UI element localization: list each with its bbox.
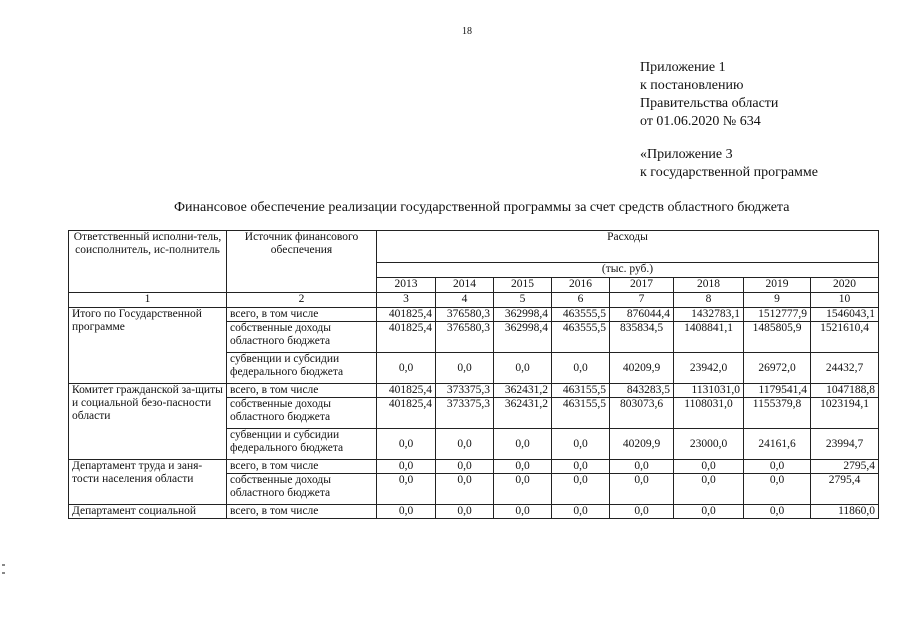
document-title: Финансовое обеспечение реализации государственной программы за счет средств областного бюджета [174,200,790,215]
header-year: 2013 [377,278,436,293]
table-cell: 0,0 [494,429,552,460]
table-cell: 11860,0 [811,505,879,519]
table-cell: 0,0 [610,460,674,474]
table-cell: 0,0 [744,505,811,519]
table-cell: 463555,5 [552,308,610,322]
appendix-line: к постановлению [640,78,744,93]
funding-source: собственные доходы областного бюджета [227,322,377,353]
table-cell: 0,0 [377,505,436,519]
table-cell: 0,0 [436,460,494,474]
funding-source: собственные доходы областного бюджета [227,474,377,505]
table-row [69,384,879,398]
header-year: 2019 [744,278,811,293]
table-cell: 0,0 [494,353,552,384]
executor-name: Итого по Государственной программе [69,308,227,384]
table-cell: 0,0 [436,505,494,519]
appendix2-line: к государственной программе [640,165,818,180]
table-cell: 373375,3 [436,384,494,398]
table-cell: 23942,0 [674,353,744,384]
table-cell: 1512777,9 [744,308,811,322]
table-cell: 0,0 [494,460,552,474]
column-numbers-row [69,293,879,308]
table-cell: 0,0 [610,474,674,505]
table-cell: 0,0 [436,353,494,384]
appendix-block [640,59,778,131]
table-cell: 401825,4 [377,398,436,429]
header-expenses: Расходы [377,231,879,263]
header-year: 2015 [494,278,552,293]
header-source: Источник финансового обеспечения [227,231,377,293]
column-number: 6 [552,293,610,308]
appendix-line: Правительства области [640,96,779,111]
table-cell: 0,0 [552,429,610,460]
table-cell: 376580,3 [436,308,494,322]
table-cell: 1408841,1 [674,322,744,353]
executor-name: Департамент труда и заня-тости населения области [69,460,227,505]
column-number: 4 [436,293,494,308]
appendix2-line: «Приложение 3 [640,147,733,162]
table-cell: 376580,3 [436,322,494,353]
table-cell: 0,0 [494,474,552,505]
table-cell: 1546043,1 [811,308,879,322]
column-number: 5 [494,293,552,308]
table-row [69,308,879,322]
funding-source: всего, в том числе [227,384,377,398]
table-cell: 0,0 [674,474,744,505]
table-cell: 0,0 [552,474,610,505]
table-cell: 401825,4 [377,308,436,322]
table-cell: 26972,0 [744,353,811,384]
table-cell: 362998,4 [494,322,552,353]
table-cell: 0,0 [377,353,436,384]
header-unit: (тыс. руб.) [377,263,879,278]
table-cell: 0,0 [377,460,436,474]
table-cell: 1131031,0 [674,384,744,398]
table-cell: 362431,2 [494,384,552,398]
table-cell: 401825,4 [377,322,436,353]
table-cell: 0,0 [674,505,744,519]
column-number: 8 [674,293,744,308]
table-cell: 401825,4 [377,384,436,398]
funding-source: субвенции и субсидии федерального бюджета [227,429,377,460]
table-cell: 835834,5 [610,322,674,353]
table-cell: 463155,5 [552,398,610,429]
table-cell: 0,0 [674,460,744,474]
column-number: 1 [69,293,227,308]
page-number: 18 [462,26,472,37]
table-cell: 373375,3 [436,398,494,429]
header-year: 2014 [436,278,494,293]
header-row [69,231,879,263]
table-cell: 1485805,9 [744,322,811,353]
table-cell: 0,0 [494,505,552,519]
table-cell: 876044,4 [610,308,674,322]
table-cell: 2795,4 [811,460,879,474]
edge-mark [2,572,5,574]
funding-source: всего, в том числе [227,308,377,322]
table-cell: 0,0 [436,429,494,460]
table-cell: 0,0 [744,474,811,505]
table-cell: 1108031,0 [674,398,744,429]
table-cell: 0,0 [552,460,610,474]
column-number: 2 [227,293,377,308]
appendix-line: от 01.06.2020 № 634 [640,114,761,129]
header-responsible: Ответственный исполни-тель, соисполнитель, ис-полнитель [69,231,227,293]
appendix2-block [640,146,818,182]
table-cell: 1432783,1 [674,308,744,322]
header-year: 2020 [811,278,879,293]
table-cell: 1179541,4 [744,384,811,398]
table-cell: 362998,4 [494,308,552,322]
table-cell: 0,0 [377,429,436,460]
table-cell: 40209,9 [610,429,674,460]
table-row [69,460,879,474]
financing-table [68,230,879,519]
column-number: 3 [377,293,436,308]
edge-mark [2,564,5,566]
column-number: 10 [811,293,879,308]
table-cell: 2795,4 [811,474,879,505]
funding-source: собственные доходы областного бюджета [227,398,377,429]
table-cell: 24432,7 [811,353,879,384]
table-cell: 23994,7 [811,429,879,460]
funding-source: субвенции и субсидии федерального бюджета [227,353,377,384]
table-cell: 23000,0 [674,429,744,460]
table-cell: 0,0 [552,353,610,384]
table-cell: 0,0 [377,474,436,505]
table-cell: 1047188,8 [811,384,879,398]
table-cell: 1521610,4 [811,322,879,353]
table-cell: 843283,5 [610,384,674,398]
header-year: 2018 [674,278,744,293]
table-cell: 362431,2 [494,398,552,429]
column-number: 9 [744,293,811,308]
table-cell: 24161,6 [744,429,811,460]
table-row [69,505,879,519]
table-cell: 1023194,1 [811,398,879,429]
table-cell: 463555,5 [552,322,610,353]
funding-source: всего, в том числе [227,460,377,474]
executor-name: Департамент социальной [69,505,227,519]
header-year: 2016 [552,278,610,293]
table-cell: 1155379,8 [744,398,811,429]
appendix-line: Приложение 1 [640,60,726,75]
table-cell: 0,0 [552,505,610,519]
header-year: 2017 [610,278,674,293]
funding-source: всего, в том числе [227,505,377,519]
table-cell: 0,0 [610,505,674,519]
table-cell: 463155,5 [552,384,610,398]
table-cell: 0,0 [744,460,811,474]
table-cell: 0,0 [436,474,494,505]
executor-name: Комитет гражданской за-щиты и социальной безо-пасности области [69,384,227,460]
table-cell: 40209,9 [610,353,674,384]
column-number: 7 [610,293,674,308]
table-cell: 803073,6 [610,398,674,429]
